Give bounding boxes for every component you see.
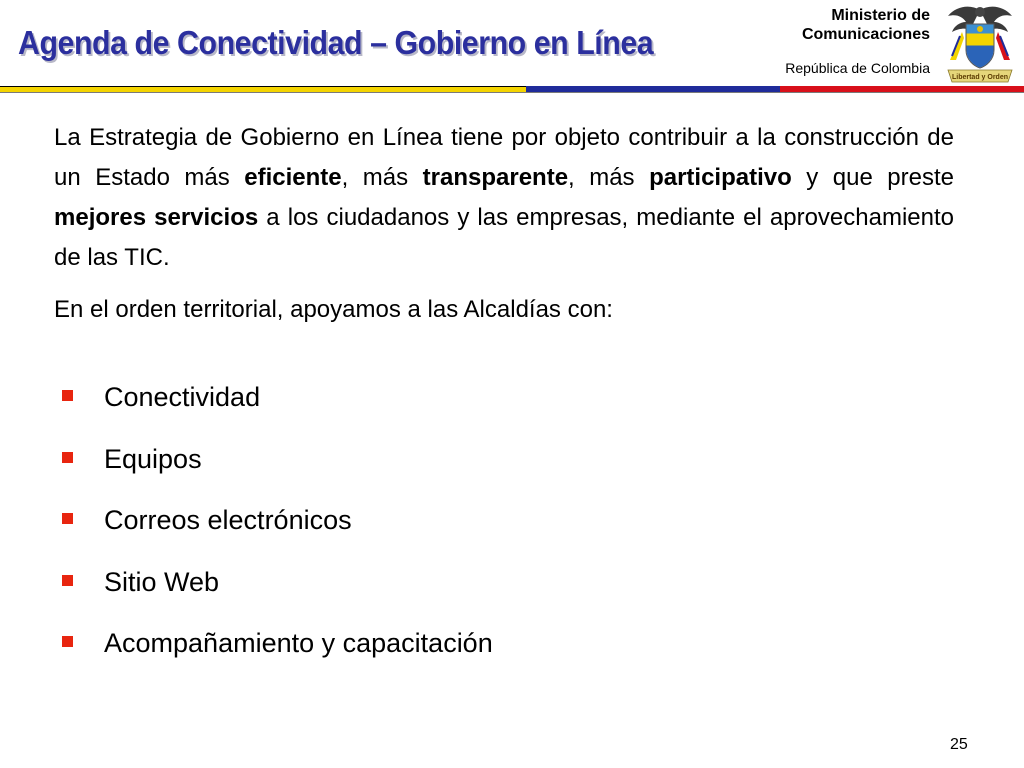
ministry-line-2: Comunicaciones — [801, 26, 930, 43]
coat-of-arms-logo — [942, 2, 1018, 88]
list-item-label: Equipos — [104, 443, 202, 474]
header-divider — [0, 92, 1024, 93]
intro-text-2: , más — [341, 164, 423, 191]
list-item-label: Acompañamiento y capacitación — [104, 628, 493, 658]
intro-text-4: y que preste — [791, 164, 955, 191]
republic-label: República de Colombia — [785, 60, 930, 76]
ministry-name — [802, 6, 930, 44]
list-item — [62, 495, 493, 557]
list-item — [62, 618, 493, 680]
bullet-square-icon — [62, 575, 73, 586]
intro-paragraph — [54, 118, 954, 278]
intro-bold-participativo: participativo — [649, 164, 792, 191]
intro-bold-eficiente: eficiente — [244, 164, 342, 191]
support-list — [62, 372, 493, 680]
ministry-line-1: Ministerio de — [831, 7, 930, 24]
intro-text-5: a los ciudadanos y las empresas, mediante el aprovechamiento de las TIC. — [54, 204, 954, 271]
motto-text: Libertad y Orden — [951, 74, 1009, 81]
page-number: 25 — [950, 736, 968, 753]
list-item — [62, 372, 493, 434]
support-paragraph: En el orden territorial, apoyamos a las Alcaldías con: — [54, 296, 613, 323]
intro-text-1: La Estrategia de Gobierno en Línea tiene por objeto contribuir a la construcción de un Estado más — [54, 124, 954, 191]
intro-bold-transparente: transparente — [422, 164, 569, 191]
slide-title: Agenda de Conectividad – Gobierno en Línea — [18, 24, 654, 61]
list-item — [62, 434, 493, 496]
bullet-square-icon — [62, 636, 73, 647]
list-item-label: Conectividad — [104, 382, 261, 412]
intro-text-3: , más — [568, 164, 650, 191]
bullet-square-icon — [62, 513, 73, 524]
list-item — [62, 557, 493, 619]
bullet-square-icon — [62, 452, 73, 463]
list-item-label: Correos electrónicos — [104, 505, 352, 535]
list-item-label: Sitio Web — [104, 566, 220, 597]
bullet-square-icon — [62, 390, 73, 401]
intro-bold-mejores-servicios: mejores servicios — [54, 204, 259, 231]
